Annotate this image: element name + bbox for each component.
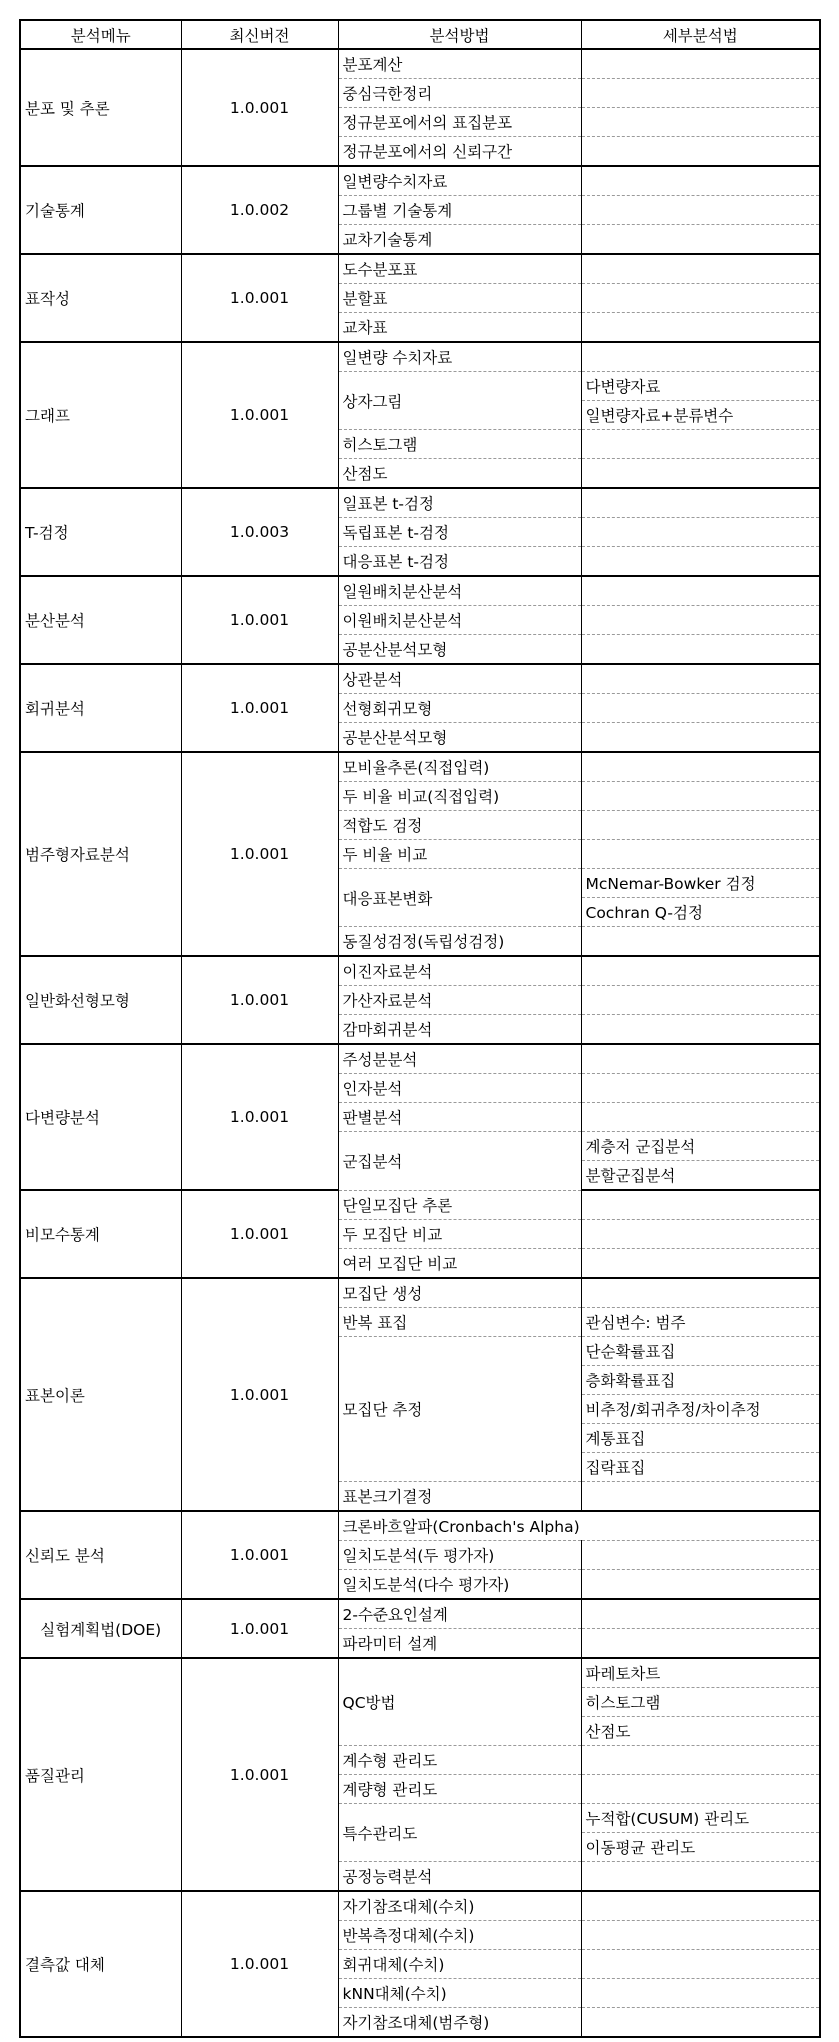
detail-cell xyxy=(581,49,820,79)
version-cell: 1.0.001 xyxy=(181,254,338,342)
header-row xyxy=(20,20,820,49)
method-cell: 독립표본 t-검정 xyxy=(338,518,581,547)
detail-cell xyxy=(581,1190,820,1220)
version-cell: 1.0.001 xyxy=(181,1599,338,1658)
detail-cell xyxy=(581,254,820,284)
detail-cell xyxy=(581,664,820,694)
detail-cell: 히스토그램 xyxy=(581,1688,820,1717)
method-cell: 회귀대체(수치) xyxy=(338,1950,581,1979)
menu-cell: 다변량분석 xyxy=(20,1044,181,1190)
method-cell: 여러 모집단 비교 xyxy=(338,1249,581,1279)
detail-cell xyxy=(581,927,820,957)
method-cell: 감마회귀분석 xyxy=(338,1015,581,1045)
menu-cell: 그래프 xyxy=(20,342,181,488)
detail-cell: 파레토차트 xyxy=(581,1658,820,1688)
method-cell: 가산자료분석 xyxy=(338,986,581,1015)
detail-cell: 관심변수: 범주 xyxy=(581,1308,820,1337)
detail-cell xyxy=(581,1074,820,1103)
method-cell: 특수관리도 xyxy=(338,1804,581,1862)
version-cell: 1.0.001 xyxy=(181,1511,338,1599)
version-cell: 1.0.001 xyxy=(181,1278,338,1511)
detail-cell xyxy=(581,1862,820,1892)
method-cell: 대응표본 t-검정 xyxy=(338,547,581,577)
menu-cell: 회귀분석 xyxy=(20,664,181,752)
method-cell: 두 비율 비교 xyxy=(338,840,581,869)
method-cell: 이원배치분산분석 xyxy=(338,606,581,635)
method-cell: 공정능력분석 xyxy=(338,1862,581,1892)
detail-cell xyxy=(581,2008,820,2038)
method-cell: 적합도 검정 xyxy=(338,811,581,840)
table-row xyxy=(20,49,820,79)
header-version: 최신버전 xyxy=(181,20,338,49)
method-cell: 모집단 생성 xyxy=(338,1278,581,1308)
detail-cell xyxy=(581,1249,820,1279)
detail-cell: 일변량자료+분류변수 xyxy=(581,401,820,430)
detail-cell xyxy=(581,430,820,459)
detail-cell xyxy=(581,137,820,167)
method-cell: 분할표 xyxy=(338,284,581,313)
table-body xyxy=(20,49,820,2037)
version-cell: 1.0.003 xyxy=(181,488,338,576)
method-cell: 일변량수치자료 xyxy=(338,166,581,196)
method-cell: 대응표본변화 xyxy=(338,869,581,927)
method-cell: 일치도분석(다수 평가자) xyxy=(338,1570,581,1600)
detail-cell xyxy=(581,166,820,196)
detail-cell xyxy=(581,1044,820,1074)
menu-cell: 일반화선형모형 xyxy=(20,956,181,1044)
table-row xyxy=(20,488,820,518)
method-cell: QC방법 xyxy=(338,1658,581,1746)
detail-cell xyxy=(581,459,820,489)
table-row xyxy=(20,1599,820,1629)
detail-cell xyxy=(581,1979,820,2008)
method-cell: 계량형 관리도 xyxy=(338,1775,581,1804)
version-cell: 1.0.001 xyxy=(181,1044,338,1190)
table-row xyxy=(20,752,820,782)
method-cell: 교차기술통계 xyxy=(338,225,581,255)
version-cell: 1.0.001 xyxy=(181,956,338,1044)
detail-cell xyxy=(581,635,820,665)
detail-cell: 이동평균 관리도 xyxy=(581,1833,820,1862)
table-row xyxy=(20,342,820,372)
method-cell: 군집분석 xyxy=(338,1132,581,1191)
detail-cell xyxy=(581,79,820,108)
method-cell: 인자분석 xyxy=(338,1074,581,1103)
detail-cell xyxy=(581,196,820,225)
detail-cell: 산점도 xyxy=(581,1717,820,1746)
table-row xyxy=(20,1511,820,1541)
table-row xyxy=(20,254,820,284)
version-cell: 1.0.001 xyxy=(181,752,338,956)
method-cell: 모비율추론(직접입력) xyxy=(338,752,581,782)
method-cell: 반복측정대체(수치) xyxy=(338,1921,581,1950)
method-cell: 상자그림 xyxy=(338,372,581,430)
menu-cell: 실험계획법(DOE) xyxy=(20,1599,181,1658)
method-cell: 중심극한정리 xyxy=(338,79,581,108)
method-cell: 두 모집단 비교 xyxy=(338,1220,581,1249)
method-cell: 공분산분석모형 xyxy=(338,723,581,753)
detail-cell: 계층저 군집분석 xyxy=(581,1132,820,1161)
method-cell: 공분산분석모형 xyxy=(338,635,581,665)
method-cell: 모집단 추정 xyxy=(338,1337,581,1482)
detail-cell xyxy=(581,1570,820,1600)
detail-cell xyxy=(581,1220,820,1249)
table-row xyxy=(20,1278,820,1308)
detail-cell xyxy=(581,1746,820,1775)
detail-cell xyxy=(581,694,820,723)
header-menu: 분석메뉴 xyxy=(20,20,181,49)
detail-cell: 층화확률표집 xyxy=(581,1366,820,1395)
version-cell: 1.0.001 xyxy=(181,1891,338,2037)
table-row xyxy=(20,1658,820,1688)
method-cell: 정규분포에서의 표집분포 xyxy=(338,108,581,137)
menu-cell: 분산분석 xyxy=(20,576,181,664)
menu-cell: 신뢰도 분석 xyxy=(20,1511,181,1599)
detail-cell xyxy=(581,488,820,518)
method-cell: 반복 표집 xyxy=(338,1308,581,1337)
method-cell: 히스토그램 xyxy=(338,430,581,459)
detail-cell xyxy=(581,313,820,343)
method-cell: 동질성검정(독립성검정) xyxy=(338,927,581,957)
detail-cell: 다변량자료 xyxy=(581,372,820,401)
detail-cell xyxy=(581,782,820,811)
detail-cell: 단순확률표집 xyxy=(581,1337,820,1366)
method-cell: 분포계산 xyxy=(338,49,581,79)
method-cell: 주성분분석 xyxy=(338,1044,581,1074)
detail-cell xyxy=(581,518,820,547)
method-cell: 정규분포에서의 신뢰구간 xyxy=(338,137,581,167)
detail-cell xyxy=(581,342,820,372)
detail-cell: Cochran Q-검정 xyxy=(581,898,820,927)
version-cell: 1.0.001 xyxy=(181,342,338,488)
detail-cell: 계통표집 xyxy=(581,1424,820,1453)
detail-cell xyxy=(581,1891,820,1921)
detail-cell: 집락표집 xyxy=(581,1453,820,1482)
detail-cell xyxy=(581,723,820,753)
method-cell: 그룹별 기술통계 xyxy=(338,196,581,225)
method-cell: 표본크기결정 xyxy=(338,1482,581,1512)
version-cell: 1.0.001 xyxy=(181,49,338,166)
table-row xyxy=(20,956,820,986)
detail-cell: 분할군집분석 xyxy=(581,1161,820,1191)
version-cell: 1.0.001 xyxy=(181,1658,338,1891)
method-cell: 이진자료분석 xyxy=(338,956,581,986)
detail-cell: 비추정/회귀추정/차이추정 xyxy=(581,1395,820,1424)
detail-cell xyxy=(581,606,820,635)
menu-cell: 표작성 xyxy=(20,254,181,342)
method-cell: 계수형 관리도 xyxy=(338,1746,581,1775)
menu-cell: 품질관리 xyxy=(20,1658,181,1891)
method-cell: 도수분포표 xyxy=(338,254,581,284)
method-cell: 상관분석 xyxy=(338,664,581,694)
method-cell: 일변량 수치자료 xyxy=(338,342,581,372)
detail-cell xyxy=(581,225,820,255)
method-cell: 선형회귀모형 xyxy=(338,694,581,723)
detail-cell: 누적합(CUSUM) 관리도 xyxy=(581,1804,820,1833)
header-detail: 세부분석법 xyxy=(581,20,820,49)
table-row xyxy=(20,1044,820,1074)
method-cell: 일치도분석(두 평가자) xyxy=(338,1541,581,1570)
version-cell: 1.0.001 xyxy=(181,576,338,664)
method-cell: 크론바흐알파(Cronbach's Alpha) xyxy=(338,1511,820,1541)
method-cell: 산점도 xyxy=(338,459,581,489)
menu-cell: 기술통계 xyxy=(20,166,181,254)
detail-cell xyxy=(581,1541,820,1570)
table-row xyxy=(20,1891,820,1921)
detail-cell xyxy=(581,1629,820,1659)
detail-cell xyxy=(581,108,820,137)
detail-cell: McNemar-Bowker 검정 xyxy=(581,869,820,898)
menu-cell: 비모수통계 xyxy=(20,1190,181,1278)
detail-cell xyxy=(581,840,820,869)
detail-cell xyxy=(581,576,820,606)
detail-cell xyxy=(581,956,820,986)
method-cell: 파라미터 설계 xyxy=(338,1629,581,1659)
detail-cell xyxy=(581,1599,820,1629)
method-cell: 일원배치분산분석 xyxy=(338,576,581,606)
method-cell: 단일모집단 추론 xyxy=(338,1190,581,1220)
detail-cell xyxy=(581,1482,820,1512)
analysis-menu-table xyxy=(19,19,821,2038)
version-cell: 1.0.002 xyxy=(181,166,338,254)
detail-cell xyxy=(581,986,820,1015)
menu-cell: 표본이론 xyxy=(20,1278,181,1511)
detail-cell xyxy=(581,1950,820,1979)
detail-cell xyxy=(581,547,820,577)
table-row xyxy=(20,576,820,606)
menu-cell: 분포 및 추론 xyxy=(20,49,181,166)
detail-cell xyxy=(581,811,820,840)
method-cell: 2-수준요인설계 xyxy=(338,1599,581,1629)
method-cell: 자기참조대체(수치) xyxy=(338,1891,581,1921)
detail-cell xyxy=(581,1921,820,1950)
method-cell: 판별분석 xyxy=(338,1103,581,1132)
method-cell: 자기참조대체(범주형) xyxy=(338,2008,581,2038)
detail-cell xyxy=(581,1278,820,1308)
detail-cell xyxy=(581,1103,820,1132)
method-cell: 두 비율 비교(직접입력) xyxy=(338,782,581,811)
menu-cell: T-검정 xyxy=(20,488,181,576)
detail-cell xyxy=(581,752,820,782)
table-row xyxy=(20,664,820,694)
method-cell: 일표본 t-검정 xyxy=(338,488,581,518)
menu-cell: 결측값 대체 xyxy=(20,1891,181,2037)
detail-cell xyxy=(581,284,820,313)
table-row xyxy=(20,1190,820,1220)
table-row xyxy=(20,166,820,196)
menu-cell: 범주형자료분석 xyxy=(20,752,181,956)
version-cell: 1.0.001 xyxy=(181,1190,338,1278)
detail-cell xyxy=(581,1775,820,1804)
analysis-menu-sheet xyxy=(19,19,819,2038)
header-method: 분석방법 xyxy=(338,20,581,49)
method-cell: kNN대체(수치) xyxy=(338,1979,581,2008)
version-cell: 1.0.001 xyxy=(181,664,338,752)
detail-cell xyxy=(581,1015,820,1045)
method-cell: 교차표 xyxy=(338,313,581,343)
